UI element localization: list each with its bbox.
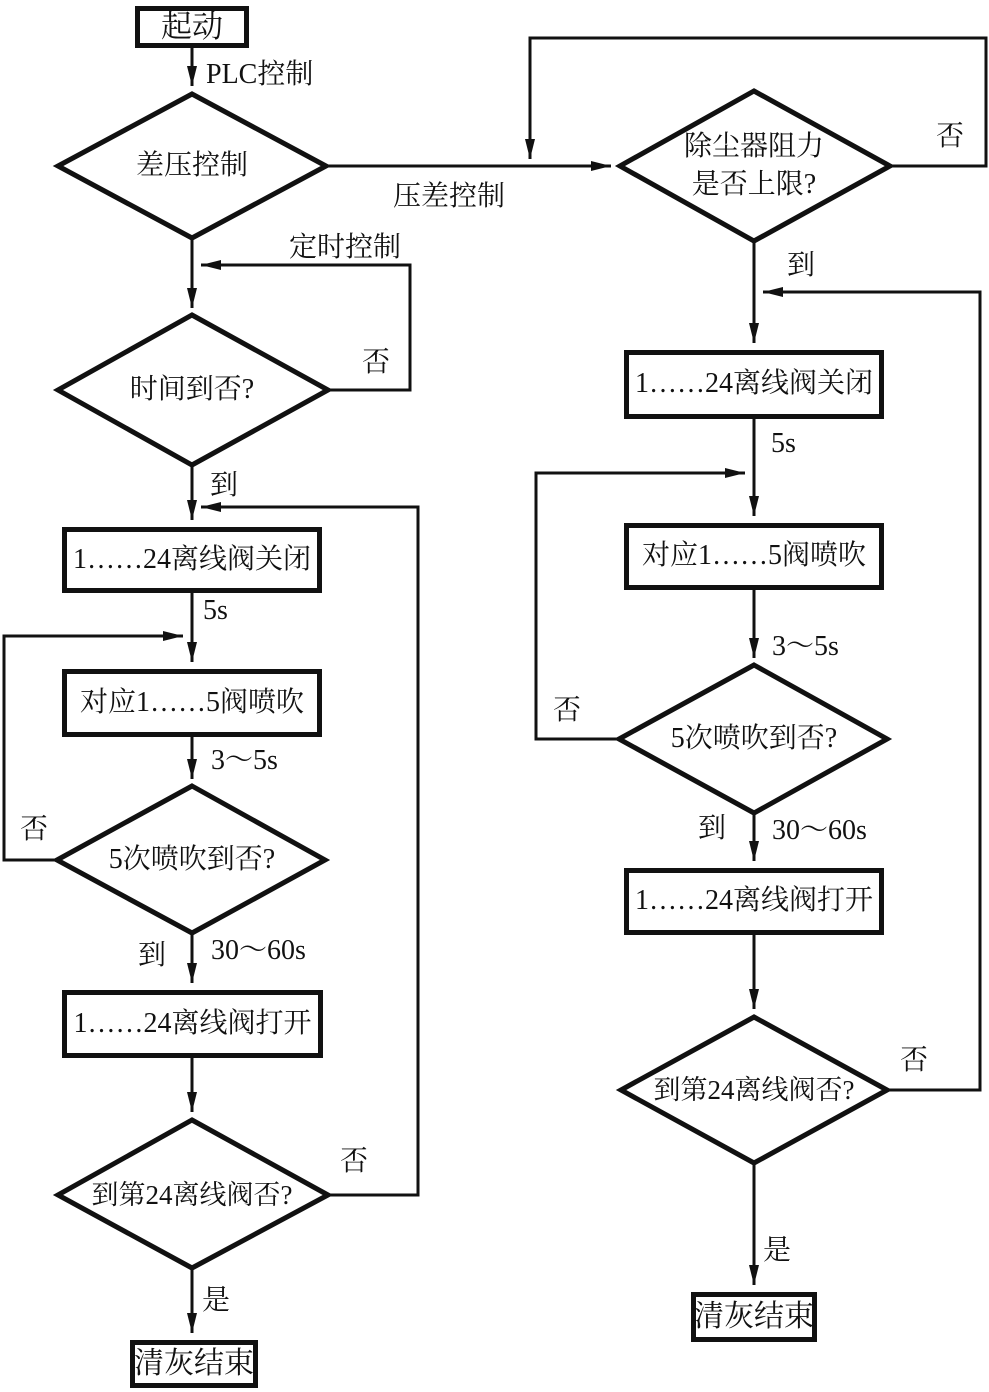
edge-label-plc-control: PLC控制	[206, 59, 314, 90]
decision-resistance-label-line2: 是否上限?	[691, 169, 817, 200]
edge-label-valve-no-right: 否	[900, 1045, 929, 1076]
edge-label-blow-reached-right: 到	[698, 813, 727, 844]
end-box-right: 清灰结束	[691, 1292, 817, 1342]
edge-label-valve-yes-right: 是	[763, 1235, 792, 1266]
process-close-valves-right: 1……24离线阀关闭	[624, 350, 884, 419]
edge-label-pressure-diff: 压差控制	[393, 181, 506, 212]
edge-label-valve-no-left: 否	[340, 1146, 369, 1177]
process-blow-valves-left: 对应1……5阀喷吹	[62, 669, 322, 737]
edge-label-wait-30-60s-left: 30～60s	[211, 935, 306, 966]
decision-resistance-label-line1: 除尘器阻力	[683, 131, 824, 162]
edge-label-blow-no-right: 否	[553, 695, 582, 726]
process-open-valves-left: 1……24离线阀打开	[62, 990, 323, 1058]
decision-blow5-right-label: 5次喷吹到否?	[670, 723, 838, 754]
edge-label-time-no: 否	[362, 347, 391, 378]
edge-label-wait-5s-left: 5s	[203, 595, 228, 626]
edge-label-resist-reached: 到	[787, 250, 816, 281]
edge-label-valve-yes-left: 是	[202, 1285, 231, 1316]
edge-label-wait-30-60s-right: 30～60s	[772, 815, 867, 846]
decision-pressure-label: 差压控制	[135, 150, 248, 181]
edge-label-wait-3-5s-right: 3～5s	[772, 631, 839, 662]
edge-label-resist-no: 否	[936, 121, 965, 152]
decision-valve24-left-label: 到第24离线阀否?	[91, 1180, 293, 1210]
process-open-valves-right: 1……24离线阀打开	[624, 868, 884, 935]
process-blow-valves-right: 对应1……5阀喷吹	[624, 523, 884, 590]
edge-label-blow-no-left: 否	[20, 814, 49, 845]
process-close-valves-left: 1……24离线阀关闭	[62, 527, 322, 593]
decision-valve24-right-label: 到第24离线阀否?	[653, 1075, 855, 1105]
start-box: 起动	[135, 6, 249, 48]
edge-label-timer-control: 定时控制	[289, 232, 402, 263]
edge-label-blow-reached-left: 到	[138, 940, 167, 971]
end-box-left: 清灰结束	[130, 1340, 258, 1388]
edge-label-wait-3-5s-left: 3～5s	[211, 745, 278, 776]
decision-time-label: 时间到否?	[129, 374, 255, 405]
edge-label-wait-5s-right: 5s	[771, 428, 796, 459]
edge-label-time-reached: 到	[210, 470, 239, 501]
decision-blow5-left-label: 5次喷吹到否?	[108, 844, 276, 875]
